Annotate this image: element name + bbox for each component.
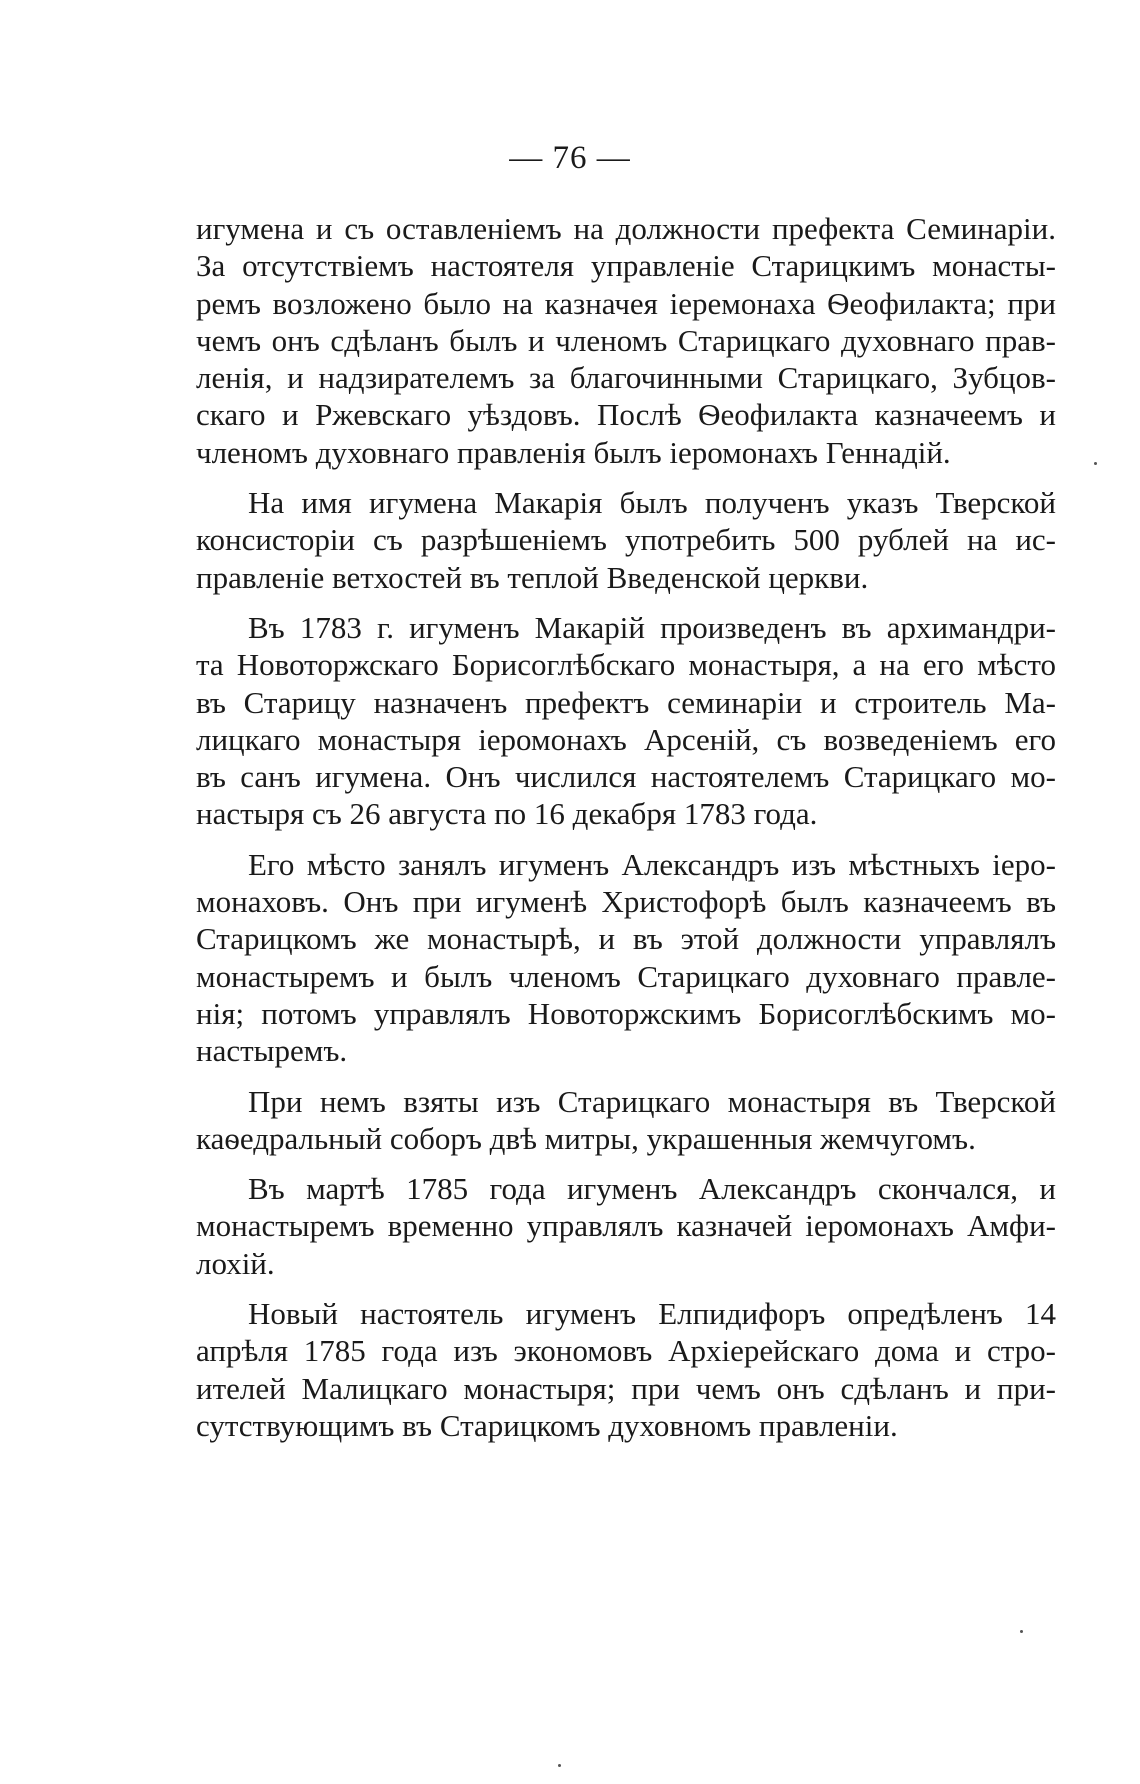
text-line: въ санъ игумена. Онъ числился настоятелемъ Старицкаго мо- bbox=[196, 759, 1056, 795]
text-line: Новый настоятель игуменъ Елпидифоръ опредѣленъ 14 bbox=[248, 1296, 1056, 1332]
paragraph bbox=[196, 846, 1056, 1070]
paragraph bbox=[196, 1295, 1056, 1444]
paragraph bbox=[196, 1083, 1056, 1158]
text-line: Въ мартѣ 1785 года игуменъ Александръ скончался, и bbox=[248, 1171, 1056, 1207]
paragraph bbox=[196, 609, 1056, 833]
text-line: правленіе ветхостей въ теплой Введенской церкви. bbox=[196, 559, 869, 595]
text-line: монаховъ. Онъ при игуменѣ Христофорѣ былъ казначеемъ въ bbox=[196, 884, 1056, 920]
text-line: Въ 1783 г. игуменъ Макарій произведенъ въ архимандри- bbox=[248, 609, 1056, 645]
text-line: При немъ взяты изъ Старицкаго монастыря въ Тверской bbox=[248, 1083, 1056, 1119]
text-line: монастыремъ временно управлялъ казначей іеромонахъ Амфи- bbox=[196, 1208, 1056, 1244]
text-line: На имя игумена Макарія былъ полученъ указъ Тверской bbox=[248, 485, 1056, 521]
text-line: консисторіи съ разрѣшеніемъ употребить 500 рублей на ис- bbox=[196, 522, 1056, 558]
text-line: настыремъ. bbox=[196, 1033, 348, 1069]
text-line: каѳедральный соборъ двѣ митры, украшенныя жемчугомъ. bbox=[196, 1120, 976, 1156]
text-line: лицкаго монастыря іеромонахъ Арсеній, съ возведеніемъ его bbox=[196, 721, 1056, 757]
scan-speck bbox=[558, 1764, 561, 1767]
text-line: та Новоторжскаго Борисоглѣбскаго монастыря, а на его мѣсто bbox=[196, 647, 1056, 683]
text-line: въ Старицу назначенъ префектъ семинаріи и строитель Ма- bbox=[196, 684, 1056, 720]
text-line: Старицкомъ же монастырѣ, и въ этой должности управлялъ bbox=[196, 921, 1056, 957]
text-line: ленія, и надзирателемъ за благочинными Старицкаго, Зубцов- bbox=[196, 360, 1056, 396]
text-line: ителей Малицкаго монастыря; при чемъ онъ сдѣланъ и при- bbox=[196, 1370, 1056, 1406]
page-number: — 76 — bbox=[509, 140, 631, 176]
text-line: Его мѣсто занялъ игуменъ Александръ изъ мѣстныхъ іеро- bbox=[248, 846, 1056, 882]
text-line: настыря съ 26 августа по 16 декабря 1783 года. bbox=[196, 796, 818, 832]
paragraph bbox=[196, 210, 1056, 471]
text-line: За отсутствіемъ настоятеля управленіе Старицкимъ монасты- bbox=[196, 248, 1056, 284]
text-line: сутствующимъ въ Старицкомъ духовномъ правленіи. bbox=[196, 1407, 898, 1443]
scan-speck bbox=[1094, 462, 1097, 465]
paragraph bbox=[196, 484, 1056, 596]
text-line: лохій. bbox=[196, 1245, 275, 1281]
text-line: нія; потомъ управлялъ Новоторжскимъ Борисоглѣбскимъ мо- bbox=[196, 995, 1056, 1031]
scan-speck bbox=[1020, 1630, 1023, 1633]
body-text bbox=[196, 210, 1056, 1444]
text-line: чемъ онъ сдѣланъ былъ и членомъ Старицкаго духовнаго прав- bbox=[196, 322, 1056, 358]
text-line: монастыремъ и былъ членомъ Старицкаго духовнаго правле- bbox=[196, 958, 1056, 994]
text-line: апрѣля 1785 года изъ экономовъ Архіерейскаго дома и стро- bbox=[196, 1333, 1056, 1369]
text-line: ремъ возложено было на казначея іеремонаха Ѳеофилакта; при bbox=[196, 285, 1056, 321]
text-line: скаго и Ржевскаго уѣздовъ. Послѣ Ѳеофилакта казначеемъ и bbox=[196, 397, 1056, 433]
paragraph bbox=[196, 1170, 1056, 1282]
text-line: членомъ духовнаго правленія былъ іеромонахъ Геннадій. bbox=[196, 434, 951, 470]
text-line: игумена и съ оставленіемъ на должности префекта Семинаріи. bbox=[196, 211, 1056, 246]
